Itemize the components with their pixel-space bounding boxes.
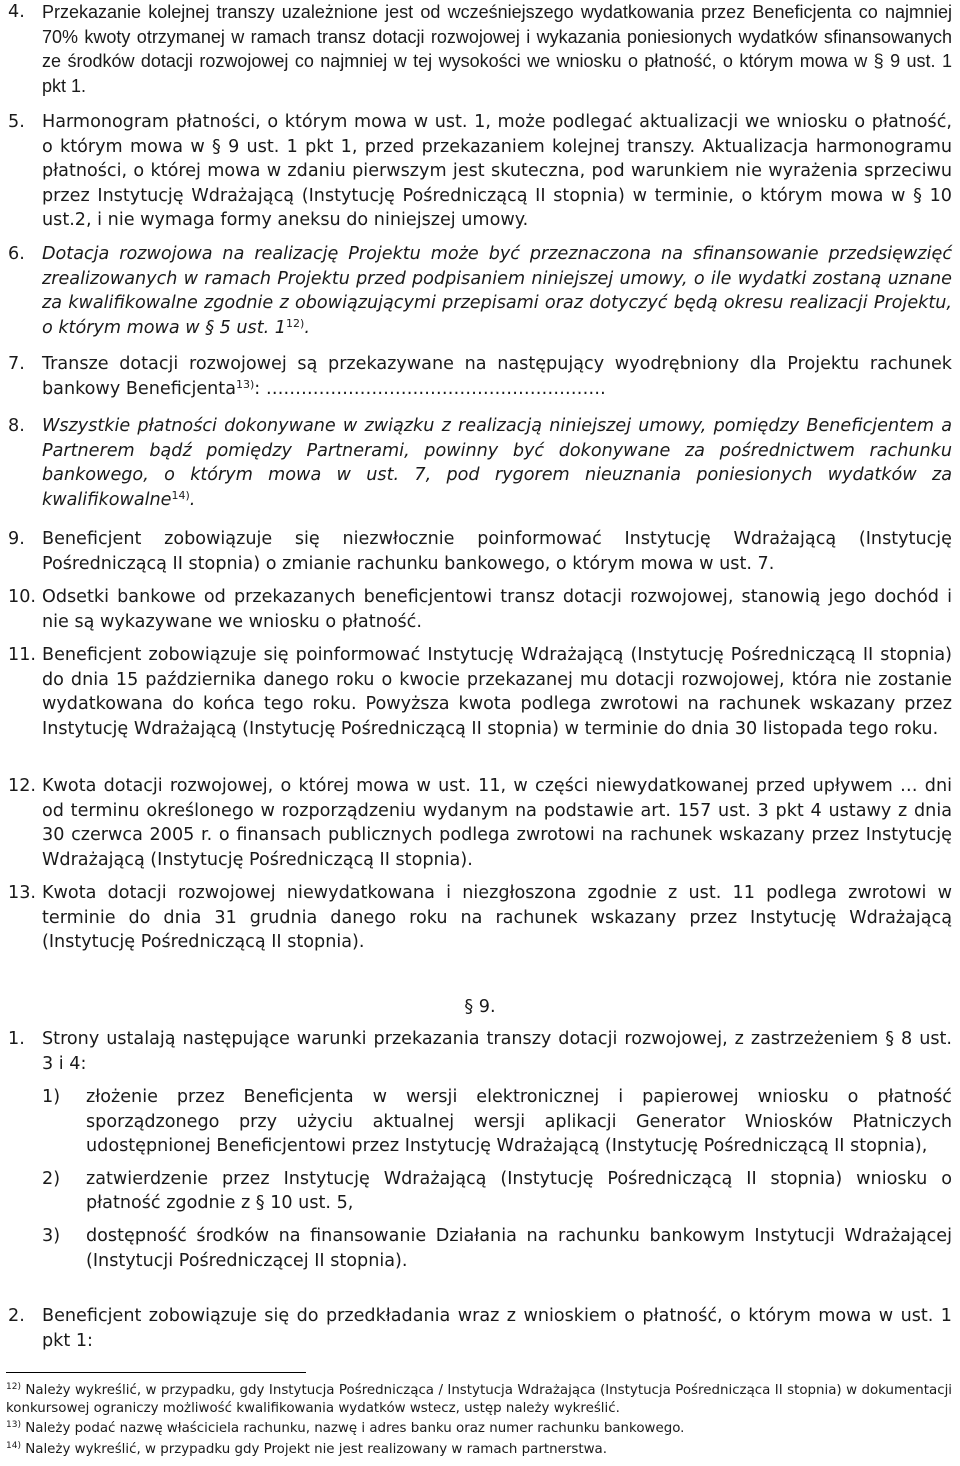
section9-paragraph-1 [0,1027,960,1076]
paragraph-text: Przekazanie kolejnej transzy uzależnione jest od wcześniejszego wydatkowania przez Beneficjenta co najmniej 70% kwoty otrzymanej w ramach transz dotacji rozwojowej i wykazania poniesionych wydatków sfinansowanych ze środków dotacji rozwojowej co najmniej w tej wysokości we wniosku o płatność, o którym mowa w § 9 ust. 1 pkt 1. [42,2,952,96]
footnote-ref-13[interactable]: 13) [236,377,255,391]
paragraph-number: 9. [8,529,25,549]
paragraph-5 [0,110,960,233]
list-item-text: zatwierdzenie przez Instytucję Wdrażającą (Instytucję Pośredniczącą II stopnia) wniosku o płatność zgodnie z § 10 ust. 5, [86,1168,952,1214]
footnote-mark: 14) [6,1441,21,1451]
list-item [42,1167,952,1216]
paragraph-10 [0,585,960,634]
footnote-mark: 12) [6,1382,21,1392]
paragraph-text: Dotacja rozwojowa na realizację Projektu może być przeznaczona na sfinansowanie przedsięwzięć zrealizowanych w ramach Projektu przed podpisaniem niniejszej umowy, o ile wydatki zostaną uznane za kwalifikowalne zgodnie z obowiązującymi przepisami oraz dotyczyć będą okresu realizacji Projektu, o którym mowa w § 5 ust. 1 [42,244,952,338]
paragraph-text: Strony ustalają następujące warunki przekazania transzy dotacji rozwojowej, z zastrzeżeniem § 8 ust. 3 i 4: [42,1029,952,1074]
paragraph-number: 8. [8,416,25,436]
list-item [42,1085,952,1159]
footnote-mark: 13) [6,1420,21,1430]
paragraph-number: 13. [8,883,36,903]
paragraph-11 [0,643,960,741]
footnote-text: Należy wykreślić, w przypadku gdy Projekt nie jest realizowany w ramach partnerstwa. [25,1442,607,1457]
paragraph-text: Kwota dotacji rozwojowej niewydatkowana i niezgłoszona zgodnie z ust. 11 podlega zwrotowi w terminie do dnia 31 grudnia danego roku na rachunek wskazany przez Instytucję Wdrażającą (Instytucję Pośredniczącą II stopnia). [42,883,952,953]
paragraph-8: 8. Wszystkie płatności dokonywane w związku z realizacją niniejszej umowy, pomiędzy Beneficjentem a Partnerem bądź pomiędzy Partnerami, powinny być dokonywane za pośrednictwem rachunku bankowego, o którym mowa w ust. 7, pod rygorem nieuznania poniesionych wydatków za kwalifikowalne$^{14)}$. [0,414,960,512]
paragraph-number: 2. [8,1306,25,1326]
paragraph-text: Beneficjent zobowiązuje się poinformować Instytucję Wdrażającą (Instytucję Pośredniczącą II stopnia) do dnia 15 października danego roku o kwocie przekazanej mu dotacji rozwojowej, która nie zostanie wydatkowana do końca tego roku. Powyższa kwota podlega zwrotowi na rachunek wskazany przez Instytucję Wdrażającą (Instytucję Pośredniczącą II stopnia) w terminie do dnia 30 listopada tego roku. [42,645,952,739]
paragraph-text: Kwota dotacji rozwojowej, o której mowa w ust. 11, w części niewydatkowanej przed upływem … dni od terminu określonego w rozporządzeniu wydanym na podstawie art. 157 ust. 3 pkt 4 ustawy z dnia 30 czerwca 2005 r. o finansach publicznych podlega zwrotowi na rachunek wskazany przez Instytucję Wdrażającą (Instytucję Pośredniczącą II stopnia). [42,776,952,870]
paragraph-number: 6. [8,244,25,264]
footnote-14 [6,1441,952,1459]
footnote-text: Należy wykreślić, w przypadku, gdy Instytucja Pośrednicząca / Instytucja Wdrażająca (Instytucja Pośrednicząca II stopnia) w dokumentacji konkursowej ograniczy możliwość kwalifikowania wydatków wstecz, ustęp należy wykreślić. [6,1383,953,1416]
paragraph-9 [0,527,960,576]
paragraph-7 [0,352,960,401]
list-item-number: 2) [42,1168,61,1189]
list-item-text: złożenie przez Beneficjenta w wersji elektronicznej i papierowej wniosku o płatność sporządzonego przy użyciu aktualnej wersji aplikacji Generator Wniosków Płatniczych udostępnionej Beneficjentowi przez Instytucję Wdrażającą (Instytucję Pośredniczącą II stopnia), [86,1087,952,1157]
paragraph-12 [0,774,960,872]
section9-paragraph-2 [0,1304,960,1353]
list-item [42,1224,952,1273]
paragraph-6: 6. Dotacja rozwojowa na realizację Projektu może być przeznaczona na sfinansowanie przedsięwzięć zrealizowanych w ramach Projektu przed podpisaniem niniejszej umowy, o ile wydatki zostaną uznane za kwalifikowalne zgodnie z obowiązującymi przepisami oraz dotyczyć będą okresu realizacji Projektu, o którym mowa w § 5 ust. 1$^{12)}$. [0,242,960,340]
paragraph-4 [0,0,960,98]
footnote-12 [6,1382,952,1417]
paragraph-text: Wszystkie płatności dokonywane w związku z realizacją niniejszej umowy, pomiędzy Beneficjentem a Partnerem bądź pomiędzy Partnerami, powinny być dokonywane za pośrednictwem rachunku bankowego, o którym mowa w ust. 7, pod rygorem nieuznania poniesionych wydatków za kwalifikowalne [42,416,952,510]
paragraph-number: 10. [8,587,36,607]
list-item-number: 3) [42,1225,61,1246]
footnote-text: Należy podać nazwę właściciela rachunku, nazwę i adres banku oraz numer rachunku bankowego. [25,1421,685,1436]
paragraph-text: Beneficjent zobowiązuje się niezwłocznie poinformować Instytucję Wdrażającą (Instytucję Pośredniczącą II stopnia) o zmianie rachunku bankowego, o którym mowa w ust. 7. [42,529,952,574]
section9-condition-list [0,1085,960,1273]
paragraph-text: Harmonogram płatności, o którym mowa w ust. 1, może podlegać aktualizacji we wniosku o płatność, o którym mowa w § 9 ust. 1 pkt 1, przed przekazaniem kolejnej transzy. Aktualizacja harmonogramu płatności, o której mowa w zdaniu pierwszym jest skuteczna, pod warunkiem nie wyrażenia sprzeciwu przez Instytucję Wdrażającą (Instytucję Pośredniczącą II stopnia) w terminie, o którym mowa w § 10 ust.2, i nie wymaga formy aneksu do niniejszej umowy. [42,112,952,231]
paragraph-number: 4. [8,2,25,22]
section-title: § 9. [464,997,496,1017]
paragraph-number: 11. [8,645,36,665]
paragraph-13 [0,881,960,955]
footnote-separator [6,1372,306,1373]
paragraph-number: 7. [8,354,25,374]
list-item-number: 1) [42,1087,61,1107]
paragraph-number: 12. [8,776,36,796]
account-number-blank: : …………………………………………………. [254,378,606,399]
paragraph-text: Odsetki bankowe od przekazanych beneficjentowi transz dotacji rozwojowej, stanowią jego dochód i nie są wykazywane we wniosku o płatność. [42,587,952,632]
footnote-ref-14[interactable]: 14) [171,488,190,502]
list-item-text: dostępność środków na finansowanie Działania na rachunku bankowym Instytucji Wdrażającej (Instytucji Pośredniczącej II stopnia). [86,1225,952,1271]
paragraph-number: 5. [8,112,25,132]
footnote-13 [6,1420,952,1438]
paragraph-text: Beneficjent zobowiązuje się do przedkładania wraz z wnioskiem o płatność, o którym mowa w ust. 1 pkt 1: [42,1306,952,1351]
paragraph-number: 1. [8,1029,25,1049]
footnote-ref-12[interactable]: 12) [286,316,305,330]
paragraph-text: Transze dotacji rozwojowej są przekazywane na następujący wyodrębniony dla Projektu rachunek bankowy Beneficjenta [42,354,952,399]
